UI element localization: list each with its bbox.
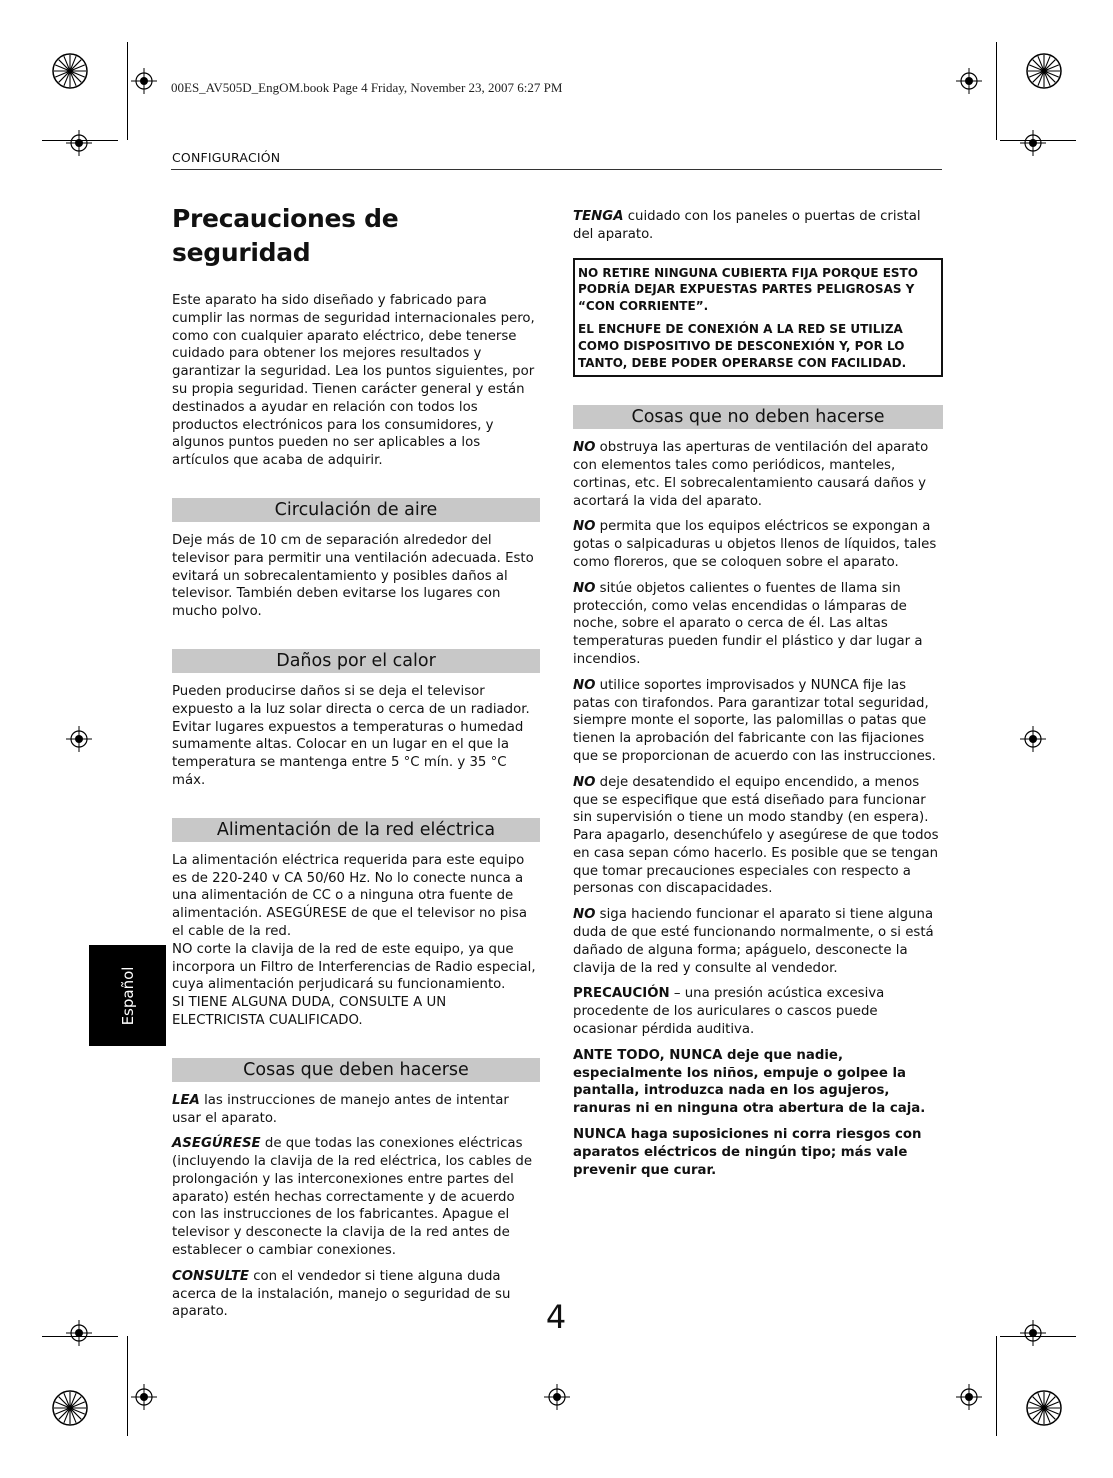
air-paragraph: Deje más de 10 cm de separación alrededor del televisor para permitir una ventilación adecuada. Esto evitará un sobrecalentamiento y posibles daños al televisor. También deben evitarse los lugares con mucho polvo. (172, 532, 534, 620)
registration-mark-icon (66, 130, 92, 156)
list-item (573, 580, 943, 669)
item-text: sitúe objetos calientes o fuentes de llama sin protección, como velas encendidas o lámparas de noche, sobre el aparato o cerca de él. Las altas temperaturas pueden fundir el plástico y dar lugar a incendios. (573, 580, 923, 667)
left-column (172, 202, 540, 1329)
keyword: ASEGÚRESE (172, 1136, 261, 1152)
keyword: NO (573, 907, 596, 923)
list-item (573, 677, 943, 766)
registration-mark-icon (66, 726, 92, 752)
keyword: NO (573, 440, 596, 456)
mains-paragraph (172, 852, 540, 1030)
item-text: de que todas las conexiones eléctricas (incluyendo la clavija de la red eléctrica, los cables de prolongación y las interconexiones entre partes del aparato) estén hechas correctamente y de acuerdo con las instrucciones de los fabricantes. Apague el televisor y desconecte la clavija de la red antes de establecer o cambiar conexiones. (172, 1136, 533, 1259)
language-label: Español (118, 966, 137, 1025)
section-heading-donts: Cosas que no deben hacerse (573, 405, 943, 429)
keyword: TENGA (573, 209, 624, 224)
item-text: permita que los equipos eléctricos se expongan a gotas o salpicaduras u objetos llenos de líquidos, tales como floreros, que se coloquen sobre el aparato. (573, 519, 937, 570)
registration-mark-icon (956, 1384, 982, 1410)
warning-text: EL ENCHUFE DE CONEXIÓN A LA RED SE UTILIZA COMO DISPOSITIVO DE DESCONEXIÓN Y, POR LO TANTO, DEBE PODER OPERARSE CON FACILIDAD. (578, 322, 907, 370)
mains-line: La alimentación eléctrica requerida para este equipo es de 220-240 v CA 50/60 Hz. No lo conecte nunca a una alimentación de CC o a ninguna otra fuente de alimentación. ASEGÚRESE de que el televisor no pisa el cable de la red. (172, 852, 527, 939)
item-text: obstruya las aperturas de ventilación del aparato con elementos tales como periódicos, manteles, cortinas, etc. El sobrecalentamiento causará daños y acortará la vida del aparato. (573, 440, 929, 509)
section-heading-air: Circulación de aire (172, 498, 540, 522)
registration-mark-icon (131, 68, 157, 94)
list-item (573, 439, 943, 510)
mains-line: SI TIENE ALGUNA DUDA, CONSULTE A UN ELECTRICISTA CUALIFICADO. (172, 995, 447, 1028)
keyword: LEA (172, 1092, 200, 1108)
keyword: NO (573, 677, 596, 693)
item-text: cuidado con los paneles o puertas de cristal del aparato. (573, 209, 921, 242)
list-item (172, 1135, 540, 1260)
crop-line (127, 1336, 128, 1436)
header-rule (171, 169, 942, 170)
crop-line (996, 42, 997, 140)
list-item (573, 208, 943, 244)
list-item (172, 1268, 540, 1321)
keyword: NO (573, 580, 596, 596)
bold-warning: NUNCA haga suposiciones ni corra riesgos con aparatos eléctricos de ningún tipo; más vale prevenir que curar. (573, 1127, 922, 1178)
item-text: deje desatendido el equipo encendido, a menos que se especifique que está diseñado para funcionar sin supervisión o tiene un modo standby (en espera). Para apagarlo, desenchúfelo y asegúrese de que todos en casa sepan cómo hacerlo. Es posible que se tengan que tomar precauciones especiales con respecto a personas con discapacidades. (573, 774, 939, 897)
registration-mark-icon (544, 1384, 570, 1410)
list-item (573, 906, 943, 977)
caution-paragraph (573, 985, 943, 1038)
star-target-icon (1026, 1390, 1062, 1426)
registration-mark-icon (1020, 726, 1046, 752)
warning-box (573, 258, 943, 378)
registration-mark-icon (1020, 1320, 1046, 1346)
item-text: con el vendedor si tiene alguna duda acerca de la instalación, manejo o seguridad de su aparato. (172, 1268, 511, 1320)
print-info: 00ES_AV505D_EngOM.book Page 4 Friday, November 23, 2007 6:27 PM (171, 80, 563, 95)
list-item (172, 1092, 540, 1128)
heat-paragraph: Pueden producirse daños si se deja el televisor expuesto a la luz solar directa o cerca de un radiador. Evitar lugares expuestos a temperaturas o humedad sumamente altas. Colocar en un lugar en el que la temperatura se mantenga entre 5 °C mín. y 35 °C máx. (172, 683, 530, 788)
star-target-icon (52, 1390, 88, 1426)
language-side-tab (89, 945, 166, 1046)
registration-mark-icon (131, 1384, 157, 1410)
registration-mark-icon (956, 68, 982, 94)
section-label: CONFIGURACIÓN (172, 150, 281, 165)
section-heading-mains: Alimentación de la red eléctrica (172, 818, 540, 842)
caution-text: – una presión acústica excesiva procedente de los auriculares o cascos puede ocasionar pérdida auditiva. (573, 986, 885, 1038)
section-heading-dos: Cosas que deben hacerse (172, 1058, 540, 1082)
registration-mark-icon (66, 1320, 92, 1346)
section-heading-heat: Daños por el calor (172, 649, 540, 673)
bold-warning: ANTE TODO, NUNCA deje que nadie, especialmente los niños, empuje o golpee la pantalla, introduzca nada en los agujeros, ranuras ni en ninguna otra abertura de la caja. (573, 1047, 926, 1117)
page-number: 4 (545, 1298, 567, 1336)
item-text: las instrucciones de manejo antes de intentar usar el aparato. (172, 1092, 509, 1126)
keyword: CONSULTE (172, 1268, 249, 1284)
warning-text: NO RETIRE NINGUNA CUBIERTA FIJA PORQUE ESTO PODRÍA DEJAR EXPUESTAS PARTES PELIGROSAS Y “CON CORRIENTE”. (578, 265, 918, 313)
caution-keyword: PRECAUCIÓN (573, 986, 670, 1002)
list-item (573, 774, 943, 899)
keyword: NO (573, 519, 596, 535)
registration-mark-icon (1020, 130, 1046, 156)
mains-line: NO corte la clavija de la red de este equipo, ya que incorpora un Filtro de Interferencias de Radio especial, cuya alimentación perjudicará su funcionamiento. (172, 941, 536, 993)
star-target-icon (52, 53, 88, 89)
crop-line (996, 1336, 997, 1436)
keyword: NO (573, 774, 596, 790)
right-column (573, 208, 943, 1187)
item-text: utilice soportes improvisados y NUNCA fije las patas con tirafondos. Para garantizar total seguridad, siempre monte el soporte, las palomillas o patas que tienen la aprobación del fabricante con las fijaciones que se proporcionan de acuerdo con las instrucciones. (573, 677, 936, 764)
crop-line (127, 42, 128, 140)
page-title: Precauciones de seguridad (172, 204, 399, 267)
item-text: siga haciendo funcionar el aparato si tiene alguna duda de que esté funcionando normalmente, o si está dañado de alguna forma; apáguelo, desconecte la clavija de la red y consulte al vendedor. (573, 907, 934, 976)
star-target-icon (1026, 53, 1062, 89)
list-item (573, 518, 943, 571)
intro-paragraph: Este aparato ha sido diseñado y fabricado para cumplir las normas de seguridad internacionales pero, como con cualquier aparato eléctrico, debe tenerse cuidado para obtener los mejores resultados y garantizar la seguridad. Lea los puntos siguientes, por su propia seguridad. Tienen carácter general y están destinados a ayudar en relación con todos los productos electrónicos para los consumidores, y algunos puntos pueden no ser aplicables a los artículos que acaba de adquirir. (172, 293, 535, 469)
